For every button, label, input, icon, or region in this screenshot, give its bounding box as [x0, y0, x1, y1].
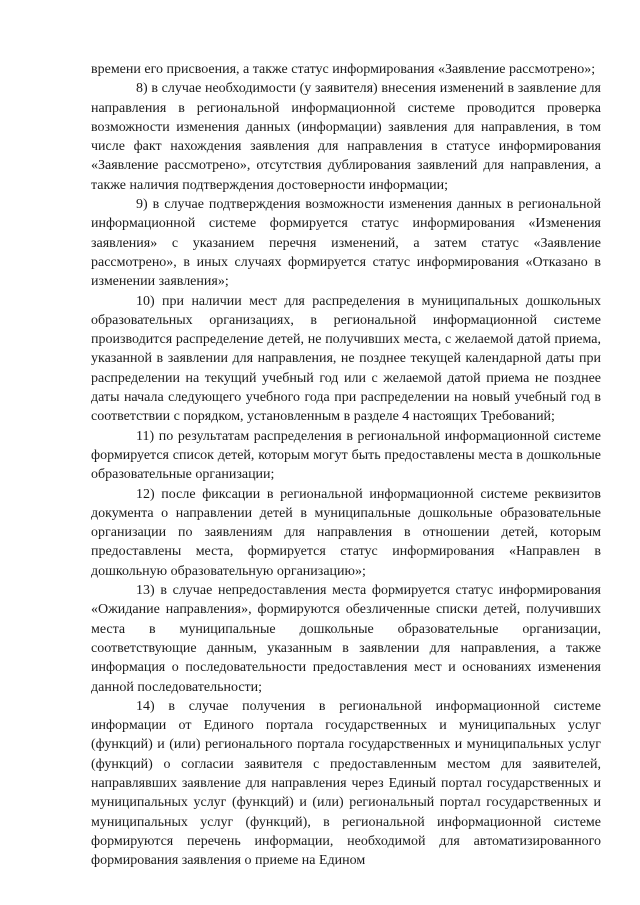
- paragraph-item-14: 14) в случае получения в региональной информационной системе информации от Единого портала государственных и муниципальных услуг (функций) и (или) регионального портала государственных и муниципальных услуг (функций) о согласии заявителя с предоставленным местом для заявителей, направлявших заявление для направления через Единый портал государственных и муниципальных услуг (функций) и (или) региональный портал государственных и муниципальных услуг (функций), в региональной информационной системе формируются перечень информации, необходимой для автоматизированного формирования заявления о приеме на Едином: [91, 698, 601, 869]
- paragraph-item-8: 8) в случае необходимости (у заявителя) внесения изменений в заявление для направления в региональной информационной системе проводится проверка возможности изменения данных (информации) заявления для направления, в том числе факт нахождения заявления для направления в статусе информирования «Заявление рассмотрено», отсутствия дублирования заявлений для направления, а также наличия подтверждения достоверности информации;: [91, 81, 601, 193]
- paragraph-item-13: 13) в случае непредоставления места формируется статус информирования «Ожидание направления», формируются обезличенные списки детей, получивших места в муниципальные дошкольные образовательные организации, соответствующие данным, указанным в заявлении для направления, а также информация о последовательности предоставления мест и основаниях изменения данной последовательности;: [91, 583, 601, 695]
- document-body: [91, 60, 601, 870]
- paragraph-item-12: 12) после фиксации в региональной информационной системе реквизитов документа о направлении детей в муниципальные дошкольные образовательные организации по заявлениям для направления в отношении детей, которым предоставлены места, формируется статус информирования «Направлен в дошкольную образовательную организацию»;: [91, 486, 601, 579]
- paragraph-continuation: времени его присвоения, а также статус информирования «Заявление рассмотрено»;: [91, 62, 596, 77]
- paragraph-item-11: 11) по результатам распределения в региональной информационной системе формируется список детей, которым могут быть предоставлены места в дошкольные образовательные организации;: [91, 428, 601, 483]
- paragraph-item-10: 10) при наличии мест для распределения в муниципальных дошкольных образовательных организациях, в региональной информационной системе производится распределение детей, не получивших места, с желаемой датой приема, указанной в заявлении для направления, не позднее текущей календарной даты при распределении на текущий учебный год или с желаемой датой приема не позднее даты начала следующего учебного года при распределении на новый учебный год в соответствии с порядком, установленным в разделе 4 настоящих Требований;: [91, 293, 601, 425]
- paragraph-item-9: 9) в случае подтверждения возможности изменения данных в региональной информационной системе формируется статус информирования «Изменения заявления» с указанием перечня изменений, а затем статус «Заявление рассмотрено», в иных случаях формируется статус информирования «Отказано в изменении заявления»;: [91, 197, 601, 290]
